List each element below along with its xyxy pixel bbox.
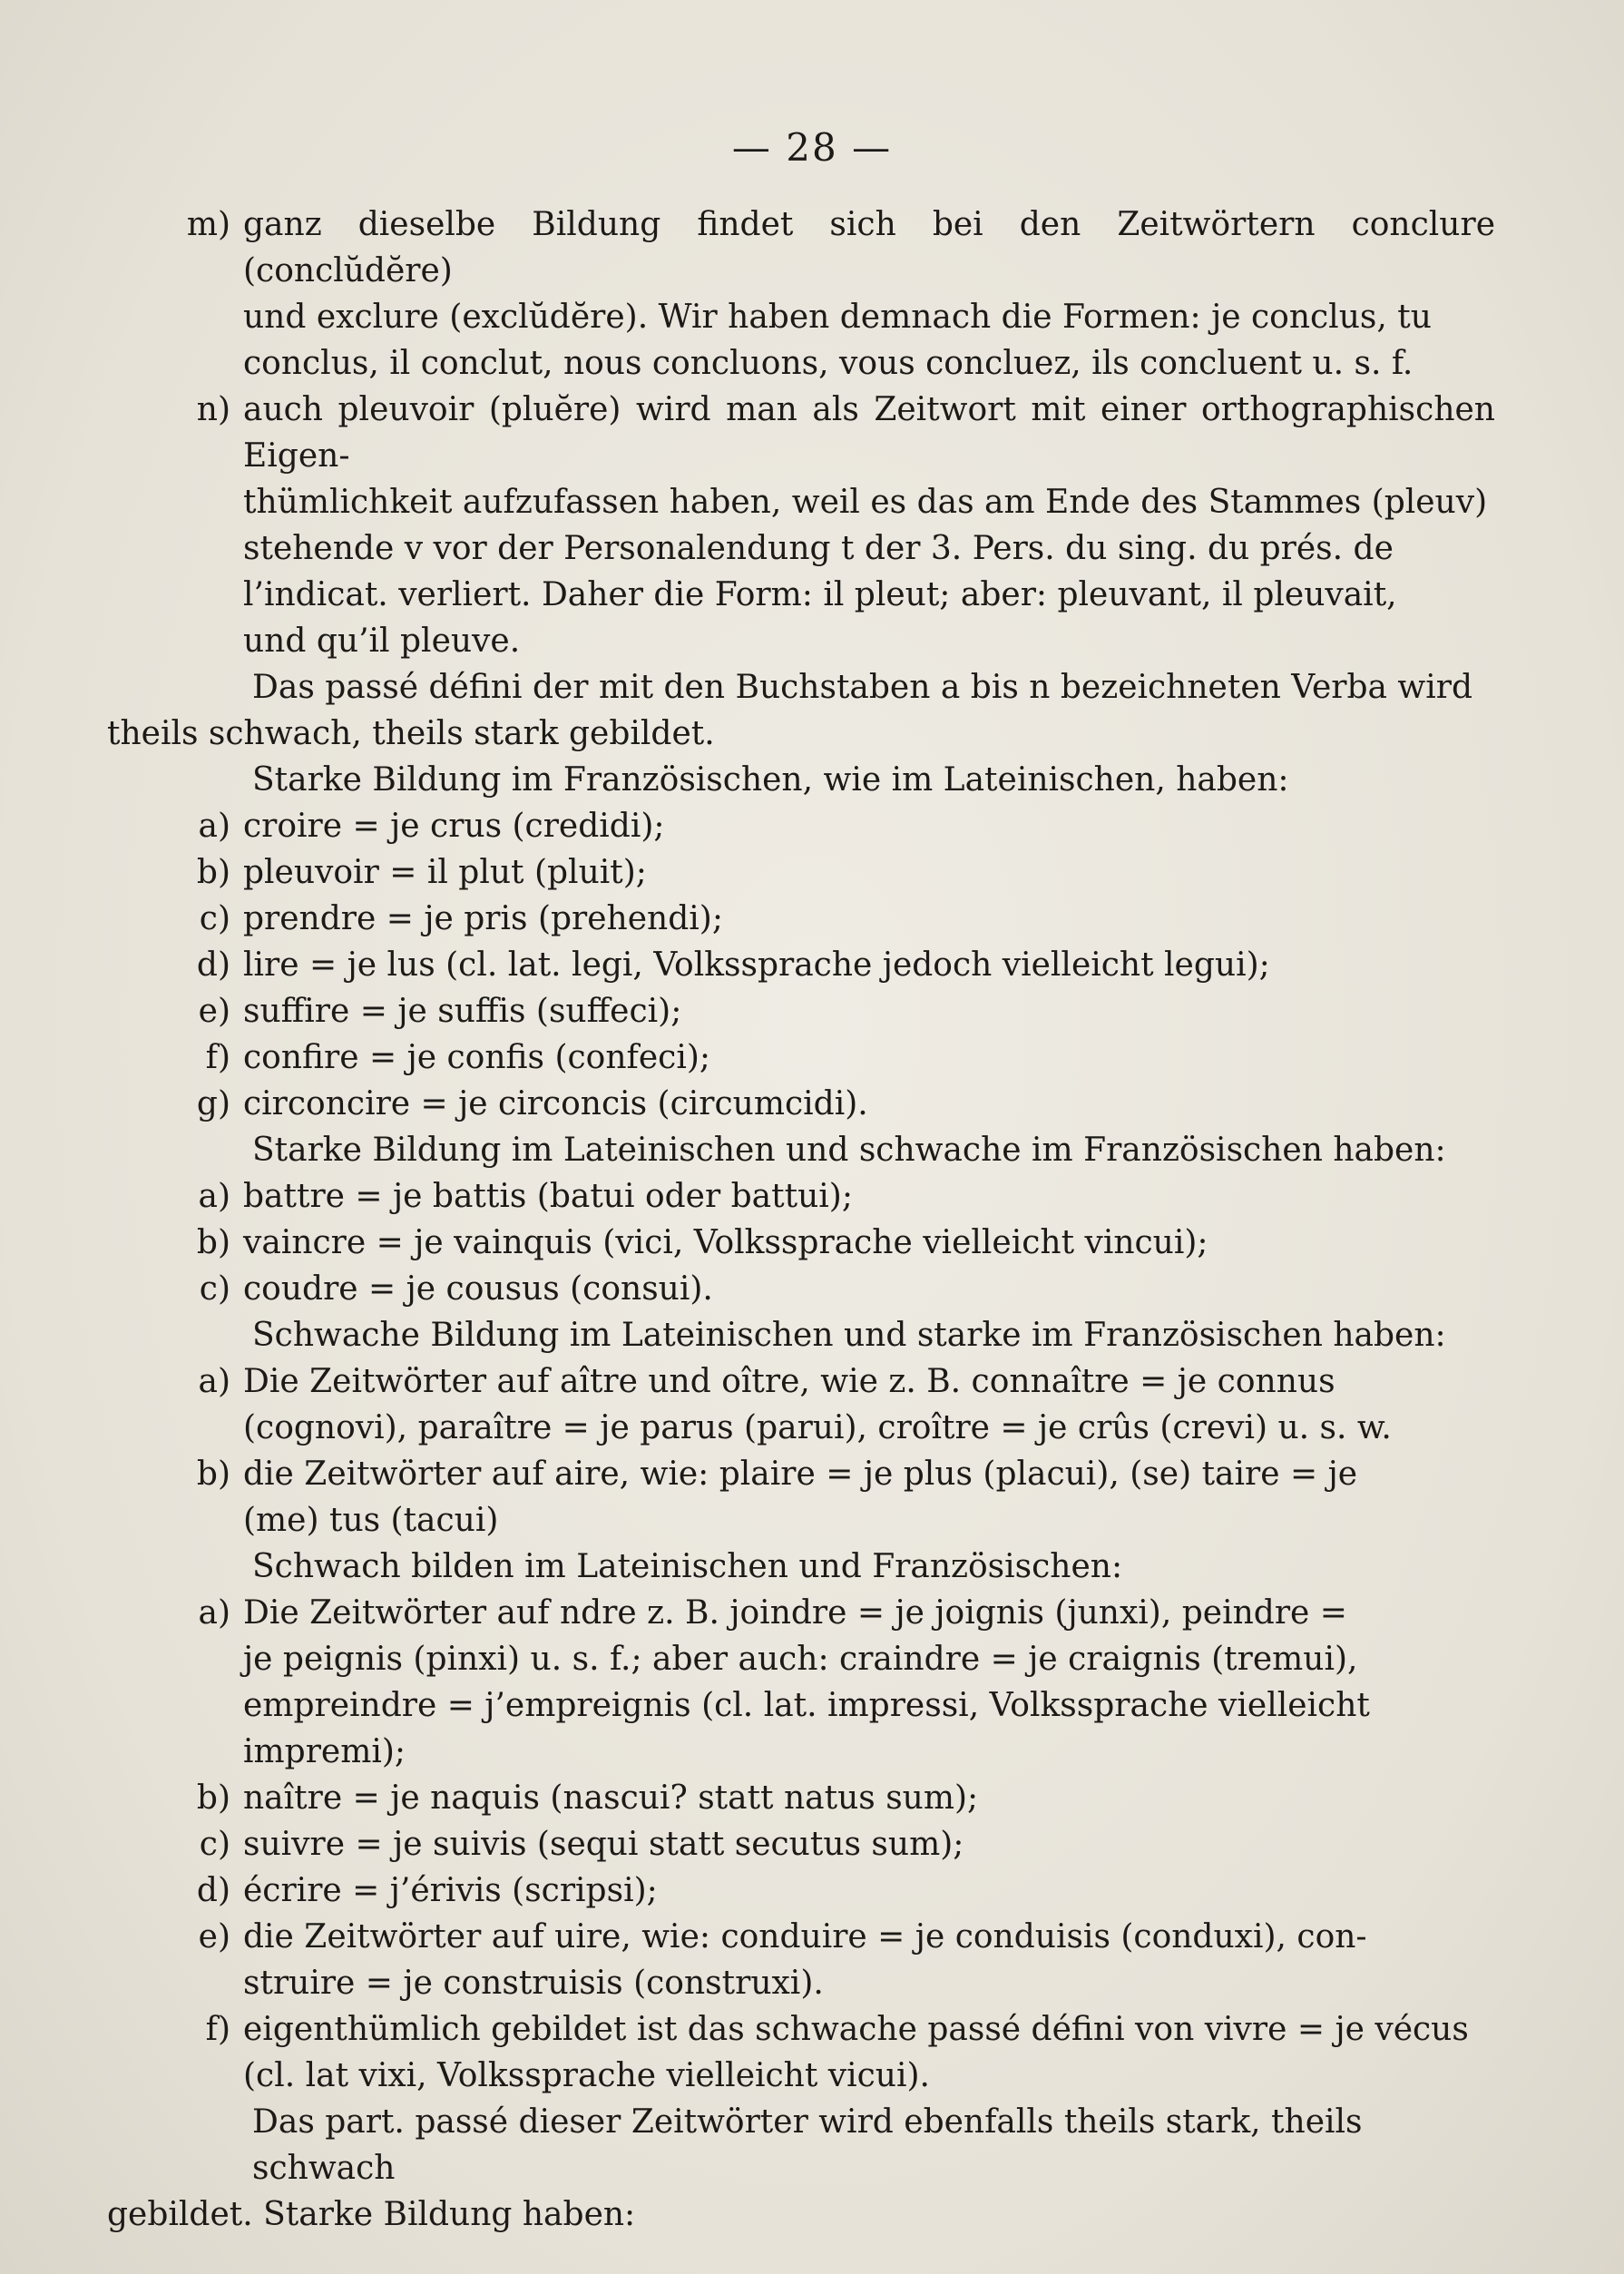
item-m: [107, 201, 1495, 387]
list-item: c) suivre = je suivis (sequi statt secutus sum);: [199, 1826, 964, 1863]
list-item: e) die Zeitwörter auf uire, wie: conduire = je conduisis (conduxi), con- struire = je construisis (construxi).: [198, 1918, 1367, 2002]
list-item: g) circoncire = je circoncis (circumcidi).: [196, 1085, 868, 1122]
list-item: f) eigenthümlich gebildet ist das schwache passé défini von vivre = je vécus (cl. lat vixi, Volkssprache vielleicht vicui).: [205, 2011, 1469, 2094]
list-item: a) croire = je crus (credidi);: [198, 808, 665, 845]
list-item: b) die Zeitwörter auf aire, wie: plaire = je plus (placui), (se) taire = je (me) tus (tacui): [196, 1456, 1358, 1539]
paragraph-passe-cont: theils schwach, theils stark gebildet.: [107, 715, 715, 752]
closing-paragraph-cont: gebildet. Starke Bildung haben:: [107, 2196, 636, 2233]
list-item: a) Die Zeitwörter auf aître und oître, wie z. B. connaître = je connus (cognovi), paraître = je parus (parui), croître = je crûs (crevi) u. s. w.: [198, 1363, 1392, 1446]
item-label: m): [186, 206, 230, 243]
paragraph-passe: Das passé défini der mit den Buchstaben a bis n bezeichneten Verba wird: [252, 669, 1472, 706]
page-number: — 28 —: [731, 125, 893, 170]
text-line: conclus, il conclut, nous concluons, vous concluez, ils concluent u. s. f.: [243, 345, 1414, 382]
text-line: stehende v vor der Personalendung t der 3. Pers. du sing. du prés. de: [243, 530, 1394, 567]
list-item: c) coudre = je cousus (consui).: [199, 1270, 713, 1308]
list-item: b) naître = je naquis (nascui? statt natus sum);: [196, 1779, 979, 1817]
list-item: b) vaincre = je vainquis (vici, Volkssprache vielleicht vincui);: [196, 1224, 1208, 1261]
list-item: e) suffire = je suffis (suffeci);: [198, 993, 682, 1030]
text-line: l’indicat. verliert. Daher die Form: il pleut; aber: pleuvant, il pleuvait,: [243, 576, 1397, 613]
list-item: b) pleuvoir = il plut (pluit);: [196, 854, 647, 891]
list-item: c) prendre = je pris (prehendi);: [199, 900, 723, 937]
heading-starke-bildung: Starke Bildung im Französischen, wie im Lateinischen, haben:: [252, 761, 1289, 799]
list-item: a) battre = je battis (batui oder battui);: [198, 1178, 853, 1215]
heading-schwach-beide: Schwach bilden im Lateinischen und Französischen:: [252, 1548, 1123, 1585]
list-item: f) confire = je confis (confeci);: [205, 1039, 711, 1076]
heading-stark-lat-schwach-fr: Starke Bildung im Lateinischen und schwache im Französischen haben:: [252, 1132, 1446, 1169]
text-line: auch pleuvoir (pluĕre) wird man als Zeitwort mit einer orthographischen Eigen-: [243, 391, 1495, 475]
text-line: und qu’il pleuve.: [243, 622, 521, 660]
text-line: thümlichkeit aufzufassen haben, weil es das am Ende des Stammes (pleuv): [243, 484, 1488, 521]
page-text: [107, 201, 1495, 2238]
text-line: ganz dieselbe Bildung findet sich bei den Zeitwörtern conclure (conclŭdĕre): [243, 206, 1495, 289]
item-n: [107, 387, 1495, 664]
text-line: und exclure (exclŭdĕre). Wir haben demnach die Formen: je conclus, tu: [243, 299, 1432, 336]
heading-schwach-lat-stark-fr: Schwache Bildung im Lateinischen und starke im Französischen haben:: [252, 1317, 1446, 1354]
item-label: n): [196, 391, 230, 428]
list-item: d) lire = je lus (cl. lat. legi, Volkssprache jedoch vielleicht legui);: [196, 946, 1270, 984]
list-item: d) écrire = j’érivis (scripsi);: [196, 1872, 658, 1909]
list-item: a) Die Zeitwörter auf ndre z. B. joindre = je joignis (junxi), peindre = je peignis (pinxi) u. s. f.; aber auch: craindre = je craignis (tremui), empreindre = j’empreignis (cl. lat. impressi, Volkssprache vielleicht impremi);: [198, 1594, 1370, 1770]
closing-paragraph: Das part. passé dieser Zeitwörter wird ebenfalls theils stark, theils schwach: [252, 2103, 1363, 2187]
